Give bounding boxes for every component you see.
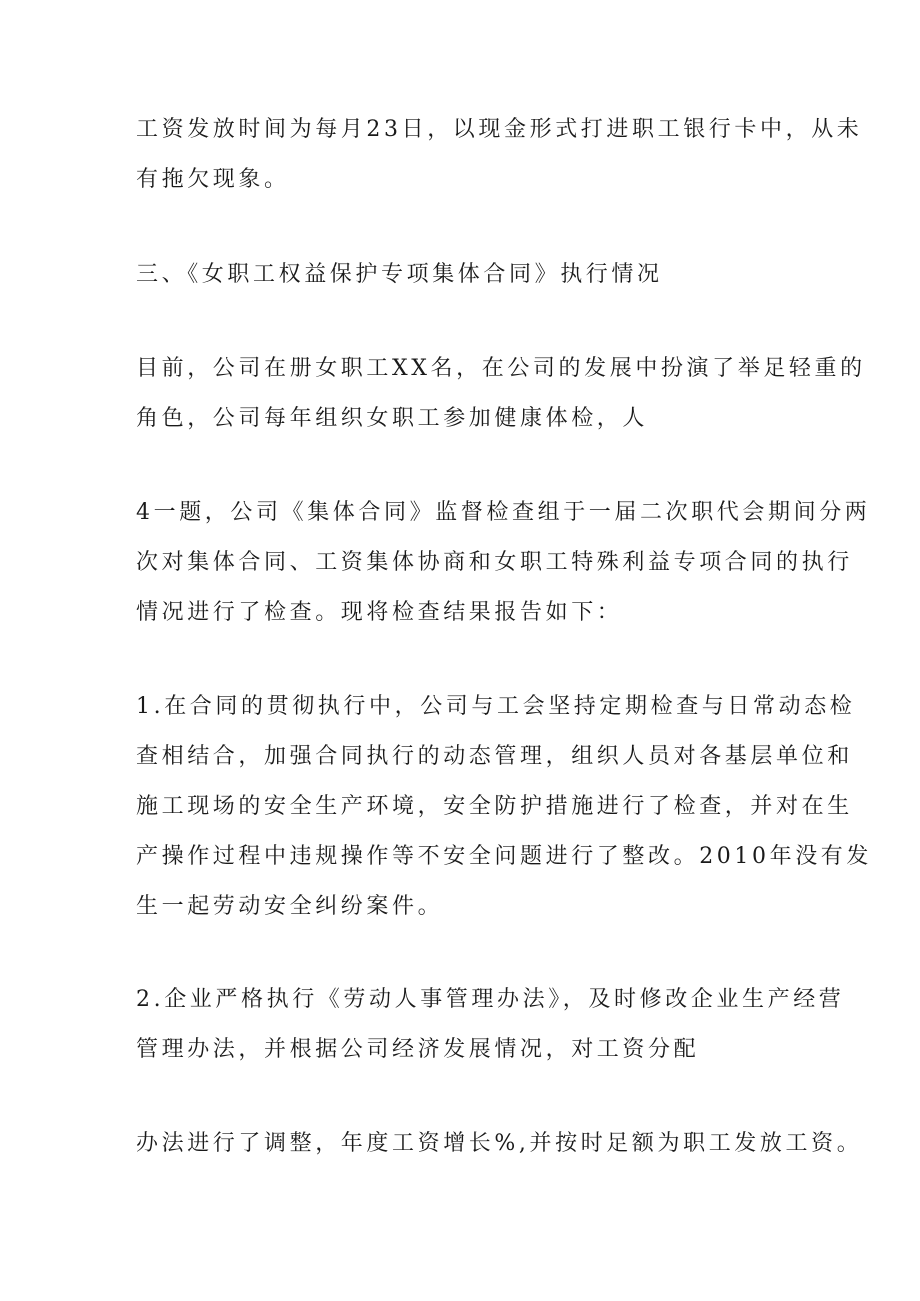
text-line: 产操作过程中违规操作等不安全问题进行了整改。2010年没有发 [136, 844, 872, 869]
text-line: 1.在合同的贯彻执行中，公司与工会坚持定期检查与日常动态检 [136, 694, 856, 719]
text-line: 2.企业严格执行《劳动人事管理办法》，及时修改企业生产经营 [136, 987, 845, 1012]
text-line: 有拖欠现象。 [136, 167, 290, 192]
section-heading: 三、《女职工权益保护专项集体合同》执行情况 [136, 262, 663, 287]
text-line: 生一起劳动安全纠纷案件。 [136, 894, 444, 919]
text-line: 工资发放时间为每月23日，以现金形式打进职工银行卡中，从未 [136, 117, 863, 142]
text-line: 情况进行了检查。现将检查结果报告如下： [136, 600, 623, 625]
text-line: 角色，公司每年组织女职工参加健康体检，人 [136, 406, 649, 431]
text-line: 查相结合，加强合同执行的动态管理，组织人员对各基层单位和 [136, 744, 853, 769]
text-line: 施工现场的安全生产环境，安全防护措施进行了检查，并对在生 [136, 794, 853, 819]
text-line: 4一题，公司《集体合同》监督检查组于一届二次职代会期间分两 [136, 500, 871, 525]
text-line: 次对集体合同、工资集体协商和女职工特殊利益专项合同的执行 [136, 550, 853, 575]
text-line: 目前，公司在册女职工XX名，在公司的发展中扮演了举足轻重的 [136, 356, 866, 381]
text-line: 办法进行了调整，年度工资增长%,并按时足额为职工发放工资。 [136, 1131, 863, 1156]
text-line: 管理办法，并根据公司经济发展情况，对工资分配 [136, 1037, 700, 1062]
